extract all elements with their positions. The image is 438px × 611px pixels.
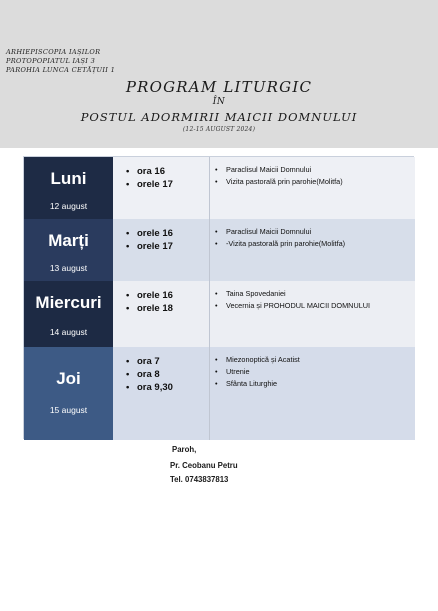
hour-item [126,240,173,253]
hour-text: ora 7 [137,356,160,367]
bullet-icon: • [126,241,130,252]
activity-item [215,176,343,188]
day-date: 12 august [49,201,88,211]
hours-cell [113,219,209,281]
hour-text: orele 17 [137,179,173,190]
bullet-icon: • [126,179,130,190]
activity-text: Vecernia și PROHODUL MAICII DOMNULUI [226,301,371,310]
hour-text: orele 16 [137,290,173,301]
bullet-icon: • [126,303,130,314]
hours-list [126,289,173,315]
bullet-icon: • [126,166,130,177]
day-date: 14 august [49,327,88,337]
hour-text: ora 9,30 [137,382,173,393]
title-connector: ÎN [212,97,226,107]
hour-item [126,368,173,381]
hours-list [126,227,173,253]
activity-text: Sfânta Liturghie [226,379,278,388]
activities-list [215,354,300,390]
bullet-icon: • [215,227,218,236]
hour-item [126,178,173,191]
activity-text: Taina Spovedaniei [226,289,286,298]
org-line-archdiocese: ARHIEPISCOPIA IAȘILOR [6,48,101,56]
signature-name: Pr. Ceobanu Petru [170,461,238,470]
day-cell [24,281,113,347]
bullet-icon: • [126,382,130,393]
period-label: (12-15 AUGUST 2024) [182,126,256,133]
day-date: 13 august [49,263,88,273]
bullet-icon: • [215,367,218,376]
activities-cell [209,157,415,219]
activities-cell [209,281,415,347]
hours-list [126,355,173,394]
header-band [0,0,438,148]
activities-cell [209,219,415,281]
activity-text: -Vizita pastorală prin parohie(Molitfa) [226,239,346,248]
activities-cell [209,347,415,440]
bullet-icon: • [126,228,130,239]
activity-text: Paraclisul Maicii Domnului [226,165,312,174]
program-row [24,219,415,281]
bullet-icon: • [215,165,218,174]
day-cell [24,219,113,281]
bullet-icon: • [215,301,218,310]
bullet-icon: • [126,356,130,367]
hours-cell [113,347,209,440]
activity-item [215,164,343,176]
activity-item [215,300,370,312]
hours-cell [113,157,209,219]
bullet-icon: • [215,177,218,186]
hour-text: orele 17 [137,241,173,252]
program-row [24,281,415,347]
activities-list [215,164,343,188]
activity-text: Utrenie [226,367,250,376]
activities-list [215,288,370,312]
day-name: Joi [56,369,81,388]
page-subtitle: POSTUL ADORMIRII MAICII DOMNULUI [80,110,358,124]
hour-item [126,355,173,368]
page-title: PROGRAM LITURGIC [125,78,313,96]
hour-text: orele 18 [137,303,173,314]
activity-item [215,288,370,300]
hour-item [126,289,173,302]
hour-text: orele 16 [137,228,173,239]
org-line-parish: PAROHIA LUNCA CETĂȚUII 1 [6,66,116,74]
bullet-icon: • [215,379,218,388]
day-name: Luni [50,169,87,188]
program-row [24,347,415,440]
org-line-deanery: PROTOPOPIATUL IAȘI 3 [6,57,96,65]
signature-role: Paroh, [172,445,197,454]
activity-text: Vizita pastorală prin parohie(Molitfa) [226,177,343,186]
day-name: Miercuri [35,293,102,312]
program-row [24,157,415,219]
program-table [23,156,414,439]
hours-list [126,165,173,191]
bullet-icon: • [126,369,130,380]
hour-item [126,381,173,394]
day-date: 15 august [49,405,88,415]
activity-item [215,238,345,250]
signature-phone: Tel. 0743837813 [170,475,229,484]
bullet-icon: • [215,355,218,364]
hour-text: ora 8 [137,369,160,380]
bullet-icon: • [215,289,218,298]
hours-cell [113,281,209,347]
organization-block [6,48,115,75]
activity-text: Paraclisul Maicii Domnului [226,227,312,236]
activity-item [215,378,300,390]
bullet-icon: • [215,239,218,248]
day-cell [24,347,113,440]
hour-item [126,165,173,178]
activities-list [215,226,345,250]
day-name: Marți [48,231,89,250]
day-cell [24,157,113,219]
activity-item [215,226,345,238]
hour-text: ora 16 [137,166,165,177]
activity-item [215,354,300,366]
hour-item [126,302,173,315]
bullet-icon: • [126,290,130,301]
activity-item [215,366,300,378]
hour-item [126,227,173,240]
activity-text: Miezonoptică și Acatist [226,355,300,364]
